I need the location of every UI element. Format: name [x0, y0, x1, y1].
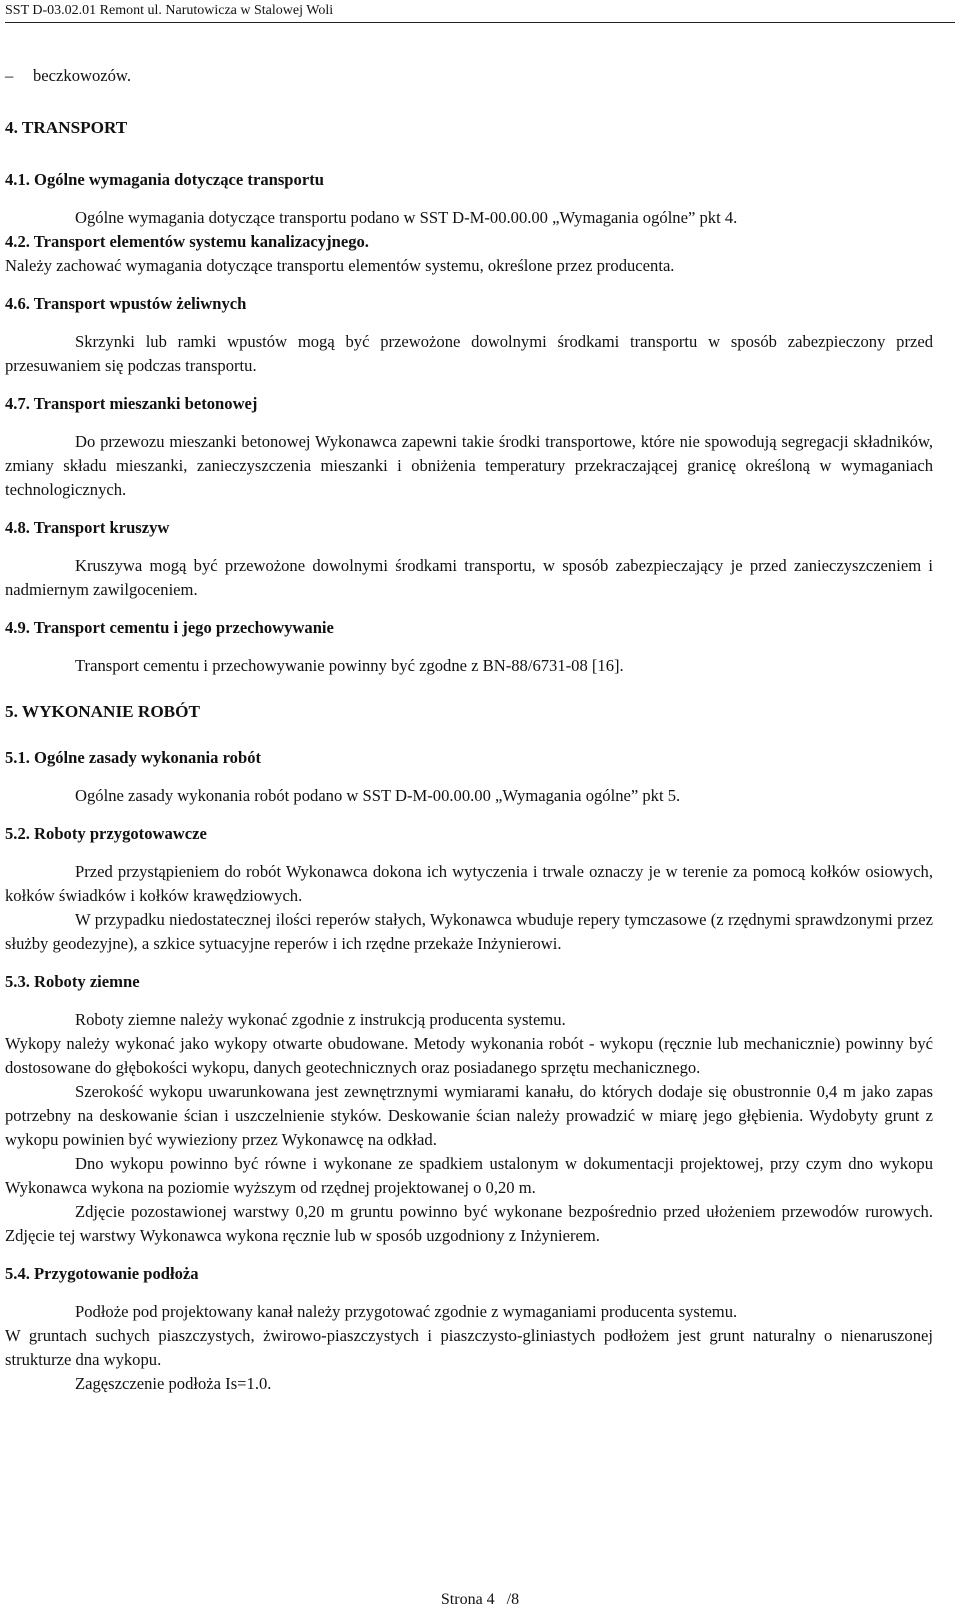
document-body — [5, 64, 933, 1396]
section-heading-5-4: 5.4. Przygotowanie podłoża — [5, 1264, 199, 1283]
section-heading-5-2: 5.2. Roboty przygotowawcze — [5, 824, 207, 843]
page-footer — [0, 1590, 960, 1610]
page-header — [5, 0, 955, 23]
paragraph: Zdjęcie pozostawionej warstwy 0,20 m gruntu powinno być wykonane bezpośrednio przed ułożeniem przewodów rurowych. Zdjęcie tej warstwy Wykonawca wykona ręcznie lub w sposób uzgodniony z Inżynierem. — [5, 1202, 933, 1245]
section-heading-4-9: 4.9. Transport cementu i jego przechowywanie — [5, 618, 334, 637]
section-heading-4: 4. TRANSPORT — [5, 118, 128, 137]
paragraph: W przypadku niedostatecznej ilości reperów stałych, Wykonawca wbuduje repery tymczasowe (z rzędnymi sprawdzonymi przez służby geodezyjne), a szkice sytuacyjne reperów i ich rzędne przekaże Inżynierowi. — [5, 910, 933, 953]
section-heading-5-1: 5.1. Ogólne zasady wykonania robót — [5, 748, 262, 767]
page-number: Strona 4 /8 — [440, 1591, 520, 1608]
list-item — [5, 64, 933, 88]
paragraph: Skrzynki lub ramki wpustów mogą być przewożone dowolnymi środkami transportu w sposób zabezpieczony przed przesuwaniem się podczas transportu. — [5, 332, 933, 375]
paragraph: Szerokość wykopu uwarunkowana jest zewnętrznymi wymiarami kanału, do których dodaje się obustronnie 0,4 m jako zapas potrzebny na deskowanie ścian i uszczelnienie styków. Deskowanie ścian należy prowadzić w miarę jego głębienia. Wydobyty grunt z wykopu powinien być wywieziony przez Wykonawcę na odkład. — [5, 1082, 933, 1149]
document-title: SST D-03.02.01 Remont ul. Narutowicza w Stalowej Woli — [5, 3, 334, 18]
paragraph: Należy zachować wymagania dotyczące transportu elementów systemu, określone przez producenta. — [5, 256, 675, 275]
paragraph: Wykopy należy wykonać jako wykopy otwarte obudowane. Metody wykonania robót - wykopu (ręcznie lub mechanicznie) powinny być dostosowane do głębokości wykopu, danych geotechnicznych oraz posiadanego sprzętu mechanicznego. — [5, 1034, 933, 1077]
paragraph: Kruszywa mogą być przewożone dowolnymi środkami transportu, w sposób zabezpieczający je przed zanieczyszczeniem i nadmiernym zawilgoceniem. — [5, 556, 933, 599]
paragraph: Ogólne zasady wykonania robót podano w SST D-M-00.00.00 „Wymagania ogólne” pkt 5. — [75, 786, 681, 805]
bullet-dash: – — [5, 66, 14, 85]
paragraph: Roboty ziemne należy wykonać zgodnie z instrukcją producenta systemu. — [75, 1010, 566, 1029]
section-heading-4-1: 4.1. Ogólne wymagania dotyczące transportu — [5, 170, 324, 189]
section-heading-5-3: 5.3. Roboty ziemne — [5, 972, 140, 991]
paragraph: Podłoże pod projektowany kanał należy przygotować zgodnie z wymaganiami producenta systemu. — [75, 1302, 738, 1321]
paragraph: Zagęszczenie podłoża Is=1.0. — [75, 1374, 272, 1393]
paragraph: W gruntach suchych piaszczystych, żwirowo-piaszczystych i piaszczysto-gliniastych podłożem jest grunt naturalny o nienaruszonej strukturze dna wykopu. — [5, 1326, 933, 1369]
section-heading-4-8: 4.8. Transport kruszyw — [5, 518, 170, 537]
paragraph: Dno wykopu powinno być równe i wykonane ze spadkiem ustalonym w dokumentacji projektowej, przy czym dno wykopu Wykonawca wykona na poziomie wyższym od rzędnej projektowanej o 0,20 m. — [5, 1154, 933, 1197]
section-heading-4-7: 4.7. Transport mieszanki betonowej — [5, 394, 258, 413]
list-item-text: beczkowozów. — [33, 66, 131, 85]
paragraph: Do przewozu mieszanki betonowej Wykonawca zapewni takie środki transportowe, które nie spowodują segregacji składników, zmiany składu mieszanki, zanieczyszczenia mieszanki i obniżenia temperatury przekraczającej granicę określoną w wymaganiach technologicznych. — [5, 432, 933, 499]
section-heading-5: 5. WYKONANIE ROBÓT — [5, 702, 200, 721]
paragraph: Ogólne wymagania dotyczące transportu podano w SST D-M-00.00.00 „Wymagania ogólne” pkt 4. — [75, 208, 738, 227]
paragraph: Przed przystąpieniem do robót Wykonawca dokona ich wytyczenia i trwale oznaczy je w terenie za pomocą kołków osiowych, kołków świadków i kołków krawędziowych. — [5, 862, 933, 905]
section-heading-4-6: 4.6. Transport wpustów żeliwnych — [5, 294, 247, 313]
section-heading-4-2: 4.2. Transport elementów systemu kanalizacyjnego. — [5, 232, 369, 251]
paragraph: Transport cementu i przechowywanie powinny być zgodne z BN-88/6731-08 [16]. — [75, 656, 624, 675]
